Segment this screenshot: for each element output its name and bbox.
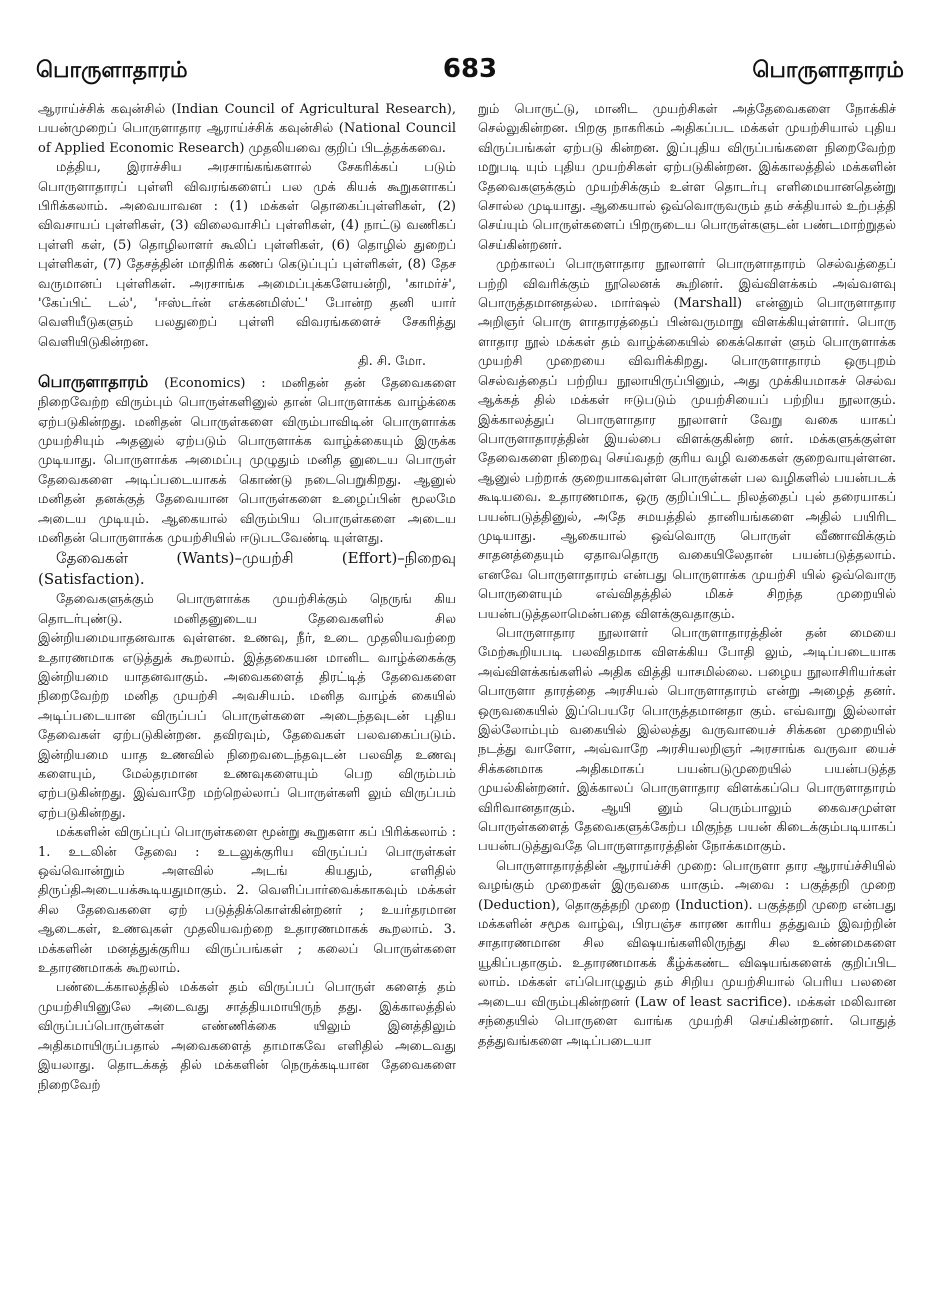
running-head-right: பொருளாதாரம் [752, 58, 904, 83]
subheading-effort-ta: –முயற்சி [234, 549, 294, 568]
subheading-sat-en: (Satisfaction). [38, 570, 145, 589]
right-column [478, 100, 896, 1290]
paragraph: மக்களின் விருப்புப் பொருள்களை மூன்று கூறுகளா கப் பிரிக்கலாம் : 1. உடலின் தேவை : உடலுக்குரிய விருப்பப் பொருள்கள் ஒவ்வொன்றும் அளவில் அடங் கியதும், எளிதில் திருப்திஅடையக்கூடியதுமாகும். 2. வெளிப்பார்வைக்காகவும் மக்கள் சில தேவைகளை ஏற் படுத்திக்கொள்கின்றனர் ; உயர்தரமான ஆடைகள், உணவுகள் முதலியவற்றை உதாரணமாகக் கூறலாம். 3. மக்களின் மனத்துக்குரிய விருப்பங்கள் ; கலைப் பொருள்களை உதாரணமாகக் கூறலாம். [38, 825, 456, 977]
paragraph: தேவைகளுக்கும் பொருளாக்க முயற்சிக்கும் நெருங் கிய தொடர்புண்டு. மனிதனுடைய தேவைகளில் சில இன்றியமையாதனவாக வுள்ளன. உணவு, நீர், உடை முதலியவற்றை உதாரணமாக எடுத்துக் கூறலாம். இத்தகையன மானிட வாழ்க்கைக்கு இன்றியமை யாதனவாகும். அவைகளைத் திரட்டித் தேவைகளை நிறைவேற்ற மனித முயற்சி அவசியம். மனித வாழ்க் கையில் அடிப்படையான விருப்பப் பொருள்களை அடைந்தவுடன் புதிய தேவைகள் ஏற்படுகின்றன. தவிரவும், தேவைகள் பலவகைப்படும். இன்றியமை யாத உணவில் நிறைவடைந்தவுடன் பலவித உணவு களையும், மேல்தரமான உணவுகளையும் பெற விரும்பம் ஏற்படுகின்றது. இவ்வாறே மற்றெல்லாப் பொருள்களி லும் விருப்பம் ஏற்படுகின்றது. [38, 592, 456, 821]
subheading-wants-ta: தேவைகள் [56, 549, 129, 568]
paragraph: றும் பொருட்டு, மானிட முயற்சிகள் அத்தேவைகளை நோக்கிச் செல்லுகின்றன. பிறகு நாகரிகம் அதிகப்பட மக்கள் முயற்சியால் புதிய விருப்பங்கள் ஏற்படு கின்றன. இப்புதிய விருப்பங்களை நிறைவேற்ற மறுபடி யும் புதிய முயற்சிகள் ஏற்படுகின்றன. இக்காலத்தில் மக்களின் தேவைகளுக்கும் முயற்சிக்கும் உள்ள தொடர்பு எளிமையானதென்று சொல்ல முடியாது. ஆகையால் ஒவ்வொருவரும் தம் சக்தியால் உற்பத்தி செய்யும் பொருள்களைப் பிறருடைய பொருள்களுடன் பண்டமாற்றுதல் செய்கின்றனர். [478, 102, 896, 253]
subheading-sat-ta: –நிறைவு [397, 549, 456, 568]
author-initials: தி. சி. மோ. [358, 354, 426, 370]
subheading-wants-en: (Wants) [176, 549, 235, 568]
subheading [38, 548, 456, 590]
subheading-effort-en: (Effort) [341, 549, 398, 568]
paragraph: பொருளாதார நூலாளர் பொருளாதாரத்தின் தன் மையை மேற்கூறியபடி பலவிதமாக விளக்கிய போதி லும், அடிப்படையாக அவ்விளக்கங்களில் அதிக வித்தி யாசமில்லை. பழைய நூலாசிரியர்கள் பொருளா தாரத்தை அரசியல் பொருளாதாரம் என்று அழைத் தனர். ஒருவகையில் இப்பெயரே பொருத்தமானதா கும். எவ்வாறு இல்லாள் இல்லோம்பும் வகையில் இல்லத்து வருவாயைச் சிக்கன முறையில் நடத்து வாளோ, அவ்வாறே அரசியலறிஞர் அரசாங்க வருவா யைச் சிக்கனமாக அதிகமாகப் பயன்படுமுறையில் பயன்படுத்த முயல்கின்றனர். இக்காலப் பொருளாதார விளக்கப்பெ பொருளாதாரம் விரிவானதாகும். ஆயி னும் பெரும்பாலும் கைவசமுள்ள பொருள்களைத் தேவைகளுக்கேற்ப மிகுந்த பயன் கிடைக்கும்படியாகப் பயன்படுத்துவதே பொருளாதாரத்தின் நோக்கமாகும். [478, 625, 896, 855]
left-column [38, 100, 456, 1290]
page-header [36, 52, 904, 92]
entry-title: பொருளாதாரம் [38, 371, 149, 391]
page-number: 683 [442, 54, 498, 84]
entry-title-english: (Economics) : [164, 375, 266, 391]
paragraph: மத்திய, இராச்சிய அரசாங்கங்களால் சேகரிக்கப் படும் பொருளாதாரப் புள்ளி விவரங்களைப் பல முக் கியக் கூறுகளாகப் பிரிக்கலாம். அவையாவன : (1) மக்கள் தொகைப்புள்ளிகள், (2) விவசாயப் புள்ளிகள், (3) விலைவாசிப் புள்ளிகள், (4) நாட்டு வணிகப் புள்ளி கள், (5) தொழிலாளர் கூலிப் புள்ளிகள், (6) தொழில் துறைப் புள்ளிகள், (7) தேசத்தின் மாதிரிக் கணப் கெடுப்புப் புள்ளிகள், (8) தேச வருமானப் புள்ளிகள். அரசாங்க அமைப்புக்களேயன்றி, 'காமர்ச்', 'கேப்பிட் டல்', 'ஈஸ்டர்ன் எக்கனமிஸ்ட்' போன்ற தனி யார் வெளியீடுகளும் பலதுறைப் புள்ளி விவரங்களைச் சேகரித்து வெளியிடுகின்றன. [38, 160, 456, 350]
paragraph: முற்காலப் பொருளாதார நூலாளர் பொருளாதாரம் செல்வத்தைப் பற்றி விவரிக்கும் நூலெனக் கூறினர். இவ்விளக்கம் அவ்வளவு பொருத்தமானதல்ல. மார்ஷல் (Marshall) என்னும் பொருளாதார அறிஞர் பொரு ளாதாரத்தைப் பின்வருமாறு விளக்கியுள்ளார். பொரு ளாதார நூல் மக்கள் தம் வாழ்க்கையில் கைக்கொள் ளும் பொருளாக்க முயற்சி முறையை விவரிக்கிறது. பொருளாதாரம் ஒருபுறம் செல்வத்தைப் பற்றிய நூலாயிருப்பினும், அது முக்கியமாகச் செல்வ ஆக்கத் தில் மக்கள் ஈடுபடும் முயற்சியைப் பற்றிய நூலாகும். இக்காலத்துப் பொருளாதார நூலாளர் வேறு வகை யாகப் பொருளாதாரத்தின் இயல்பை விளக்குகின்ற னர். மக்களுக்குள்ள தேவைகளை நிறைவு செய்வதற் குரிய வழி வகைகள் குறைவாயுள்ளன. ஆனுல் பற்றாக் குறையாகவுள்ள பொருள்கள் பல வழிகளில் பயன்படக் கூடியவை. உதாரணமாக, ஒரு குறிப்பிட்ட நிலத்தைப் புல் தரையாகப் பயன்படுத்தினுல், அதே சமயத்தில் தானியங்களை அதில் பயிரிட முடியாது. ஆகையால் ஒவ்வொரு பொருள் வீணாவிக்கும் சாதனத்தையும் ஏதாவதொரு வகையிலேதான் பயன்படுத்தலாம். எனவே பொருளாதாரம் என்பது பொருளாக்க முயற்சி யில் ஒவ்வொரு பொருளையும் எவ்விதத்தில் மிகச் சிறந்த முறையில் பயன்படுத்தலாமென்பதை விளக்குவதாகும். [478, 257, 896, 622]
entry-paragraph [38, 372, 456, 549]
entry-body: மனிதன் தன் தேவைகளை நிறைவேற்ற விரும்பும் பொருள்களினுல் தான் பொருளாக்க வாழ்க்கை ஏற்படுகின்றது. மனிதன் பொருள்களை விரும்பாவிடின் பொருளாக்க முயற்சியும் அதனுல் ஏற்படும் பொருளாக்க வாழ்க்கையும் இருக்க முடியாது. பொருளாக்க அமைப்பு முழுதும் மனித னுடைய பொருள் தேவைகளை அடிப்படையாகக் கொண்டு நடைபெறுகிறது. ஆனுல் மனிதன் தனக்குத் தேவையான பொருள்களை உழைப்பின் மூலமே அடைய முடியும். ஆகையால் விரும்பிய பொருள்களை அடைய மனிதன் பொருளாக்க முயற்சியில் ஈடுபடவேண்டி யுள்ளது. [38, 375, 456, 546]
running-head-left: பொருளாதாரம் [36, 58, 188, 83]
paragraph: ஆராய்ச்சிக் கவுன்சில் (Indian Council of Agricultural Research), பயன்முறைப் பொருளாதார ஆராய்ச்சிக் கவுன்சில் (National Council of Applied Economic Research) முதலியவை குறிப் பிடத்தக்கவை. [38, 102, 456, 156]
paragraph: பொருளாதாரத்தின் ஆராய்ச்சி முறை: பொருளா தார ஆராய்ச்சியில் வழங்கும் முறைகள் இருவகை யாகும். அவை : பகுத்தறி முறை (Deduction), தொகுத்தறி முறை (Induction). பகுத்தறி முறை என்பது மக்களின் சமூக வாழ்வு, பிரபஞ்ச காரண காரிய தத்துவம் இவற்றின் சாதாரணமான சில விஷயங்களிலிருந்து சில உண்மைகளை யூகிப்பதாகும். உதாரணமாகக் கீழ்க்கண்ட விஷயங்களைக் குறிப்பிட லாம். மக்கள் எப்பொழுதும் தம் சிறிய முயற்சியால் பெரிய பலனை அடைய விரும்புகின்றனர் (Law of least sacrifice). மக்கள் மலிவான சந்தையில் பொருளை வாங்க முயற்சி செய்கின்றனர். பொதுத் தத்துவங்களை அடிப்படையா [478, 858, 896, 1049]
paragraph: பண்டைக்காலத்தில் மக்கள் தம் விருப்பப் பொருள் களைத் தம் முயற்சியினுலே அடைவது சாத்தியமாயிருந் தது. இக்காலத்தில் விருப்பப்பொருள்கள் எண்ணிக்கை யிலும் இனத்திலும் அதிகமாயிருப்பதால் அவைகளைத் தாமாகவே எளிதில் அடைவது இயலாது. தொடக்கத் தில் மக்களின் நெருக்கடியான தேவைகளை நிறைவேற் [38, 980, 456, 1093]
